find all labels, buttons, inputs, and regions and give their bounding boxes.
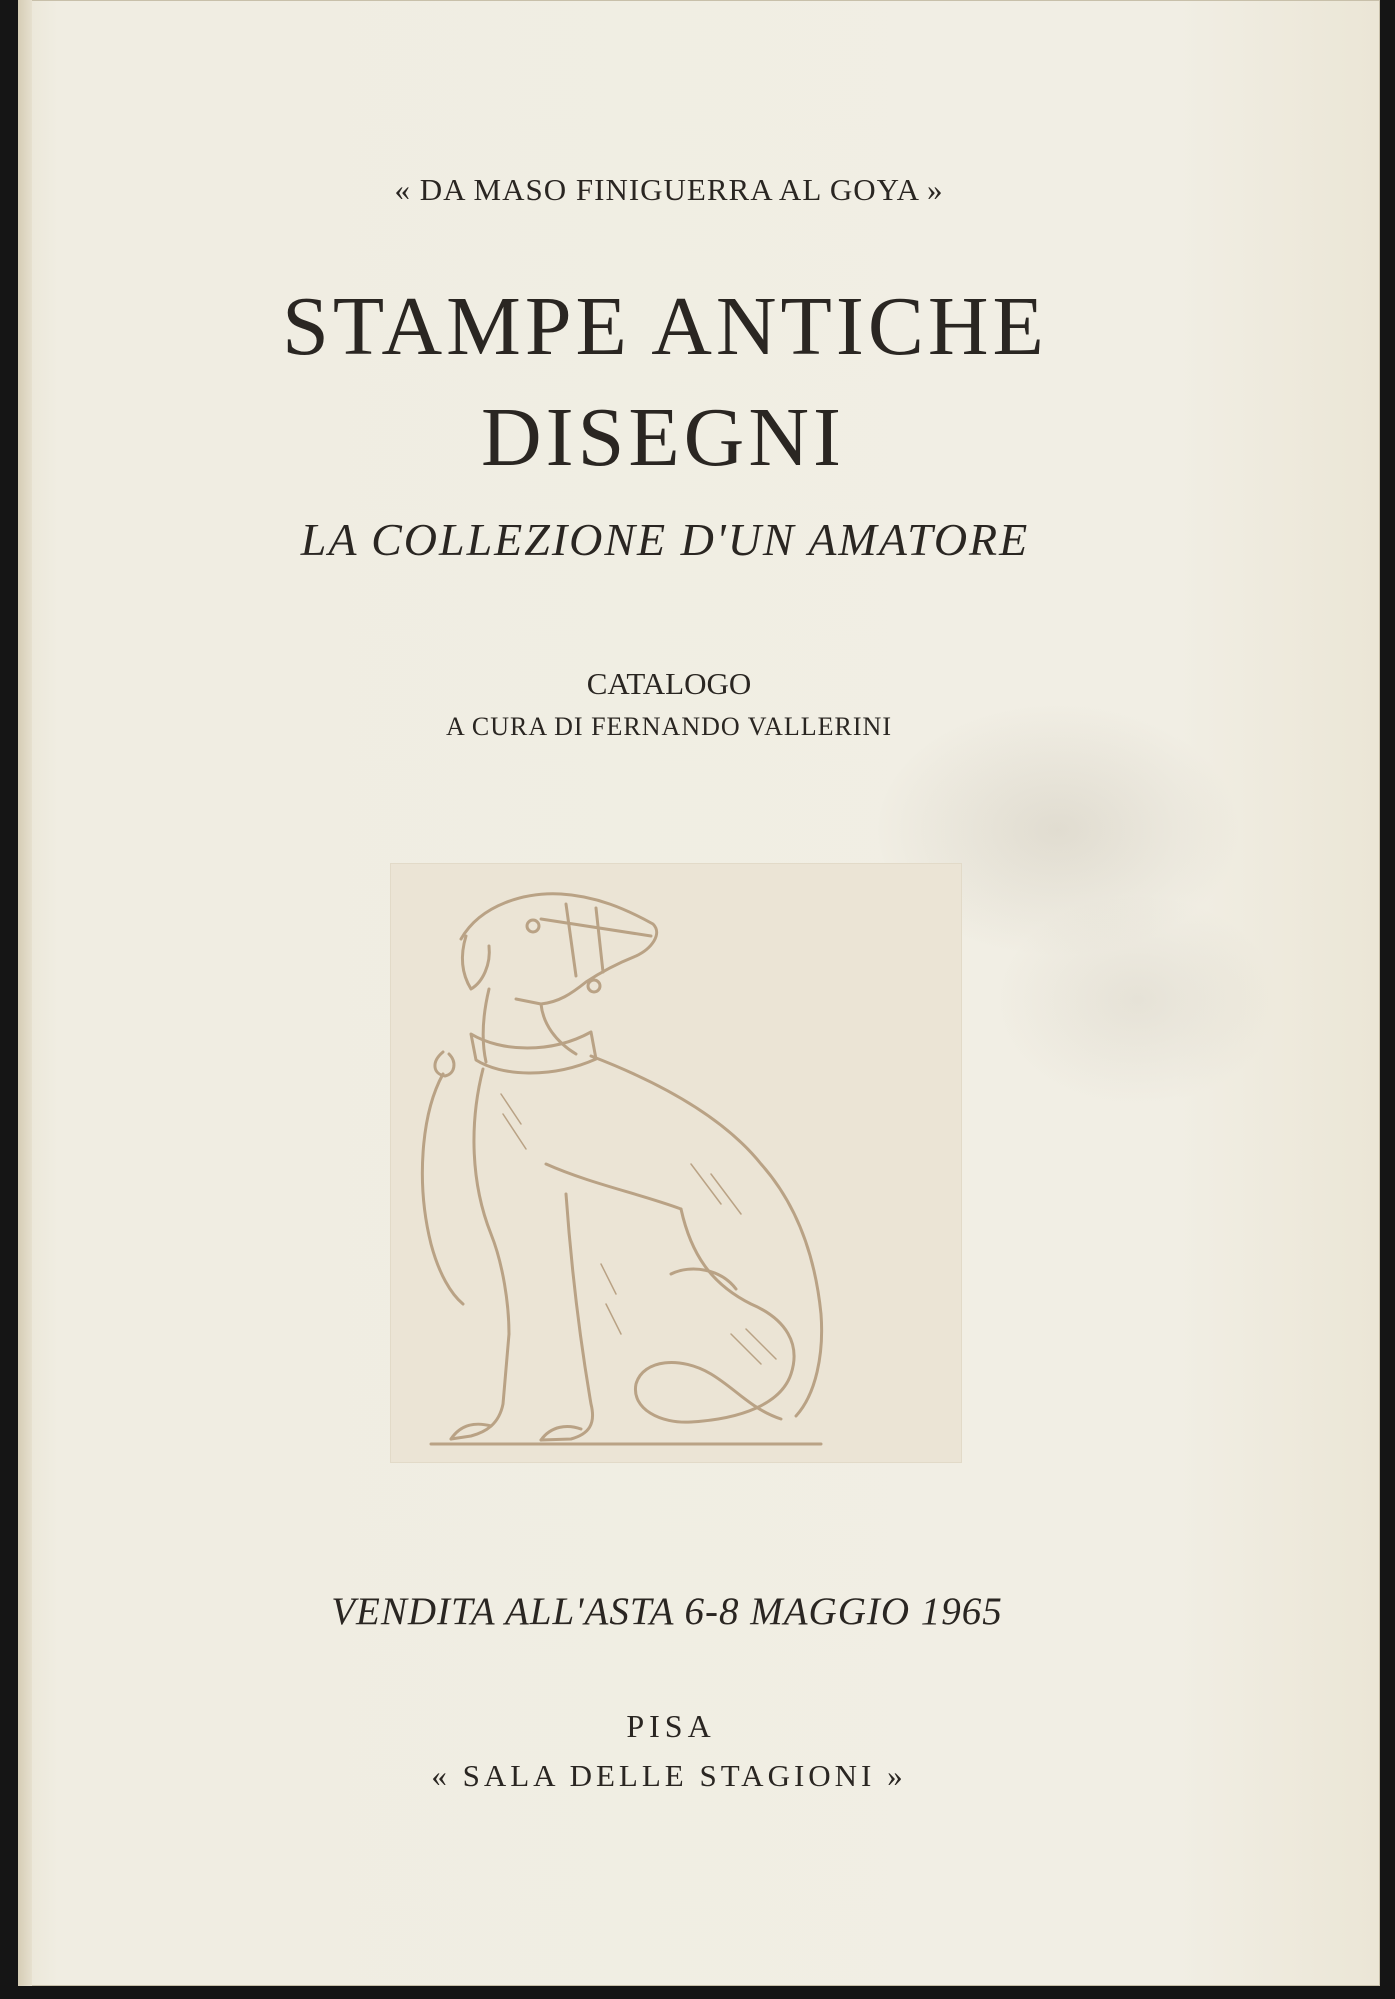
drawing-hatching (501, 1094, 776, 1364)
dog-collar (471, 1032, 596, 1073)
catalog-cover (18, 0, 1380, 1986)
collar-ring (435, 1052, 454, 1076)
curator-credit: A CURA DI FERNANDO VALLERINI (446, 712, 892, 741)
main-title-line-1: STAMPE ANTICHE (282, 280, 1048, 373)
dog-neck (483, 989, 576, 1062)
dog-tail (635, 1363, 781, 1423)
auction-venue: « SALA DELLE STAGIONI » (431, 1758, 907, 1793)
dog-chest (474, 1069, 509, 1334)
auction-city: PISA (626, 1708, 716, 1744)
greyhound-drawing (391, 864, 961, 1462)
dog-hind-thigh (671, 1269, 736, 1289)
series-title: « DA MASO FINIGUERRA AL GOYA » (394, 172, 944, 207)
catalog-label: CATALOGO (586, 666, 752, 701)
auction-dates: VENDITA ALL'ASTA 6-8 MAGGIO 1965 (331, 1590, 1003, 1633)
muzzle-ring (588, 980, 600, 992)
illustration-plate (391, 864, 961, 1462)
main-title-line-2: DISEGNI (481, 391, 845, 484)
dog-hind-leg (681, 1209, 794, 1422)
dog-eye (527, 920, 539, 932)
dog-ear (462, 936, 489, 989)
dog-back (591, 1056, 822, 1416)
dog-leash (422, 1074, 463, 1304)
dog-front-leg-right (541, 1194, 593, 1440)
collection-subtitle: LA COLLEZIONE D'UN AMATORE (300, 514, 1030, 565)
